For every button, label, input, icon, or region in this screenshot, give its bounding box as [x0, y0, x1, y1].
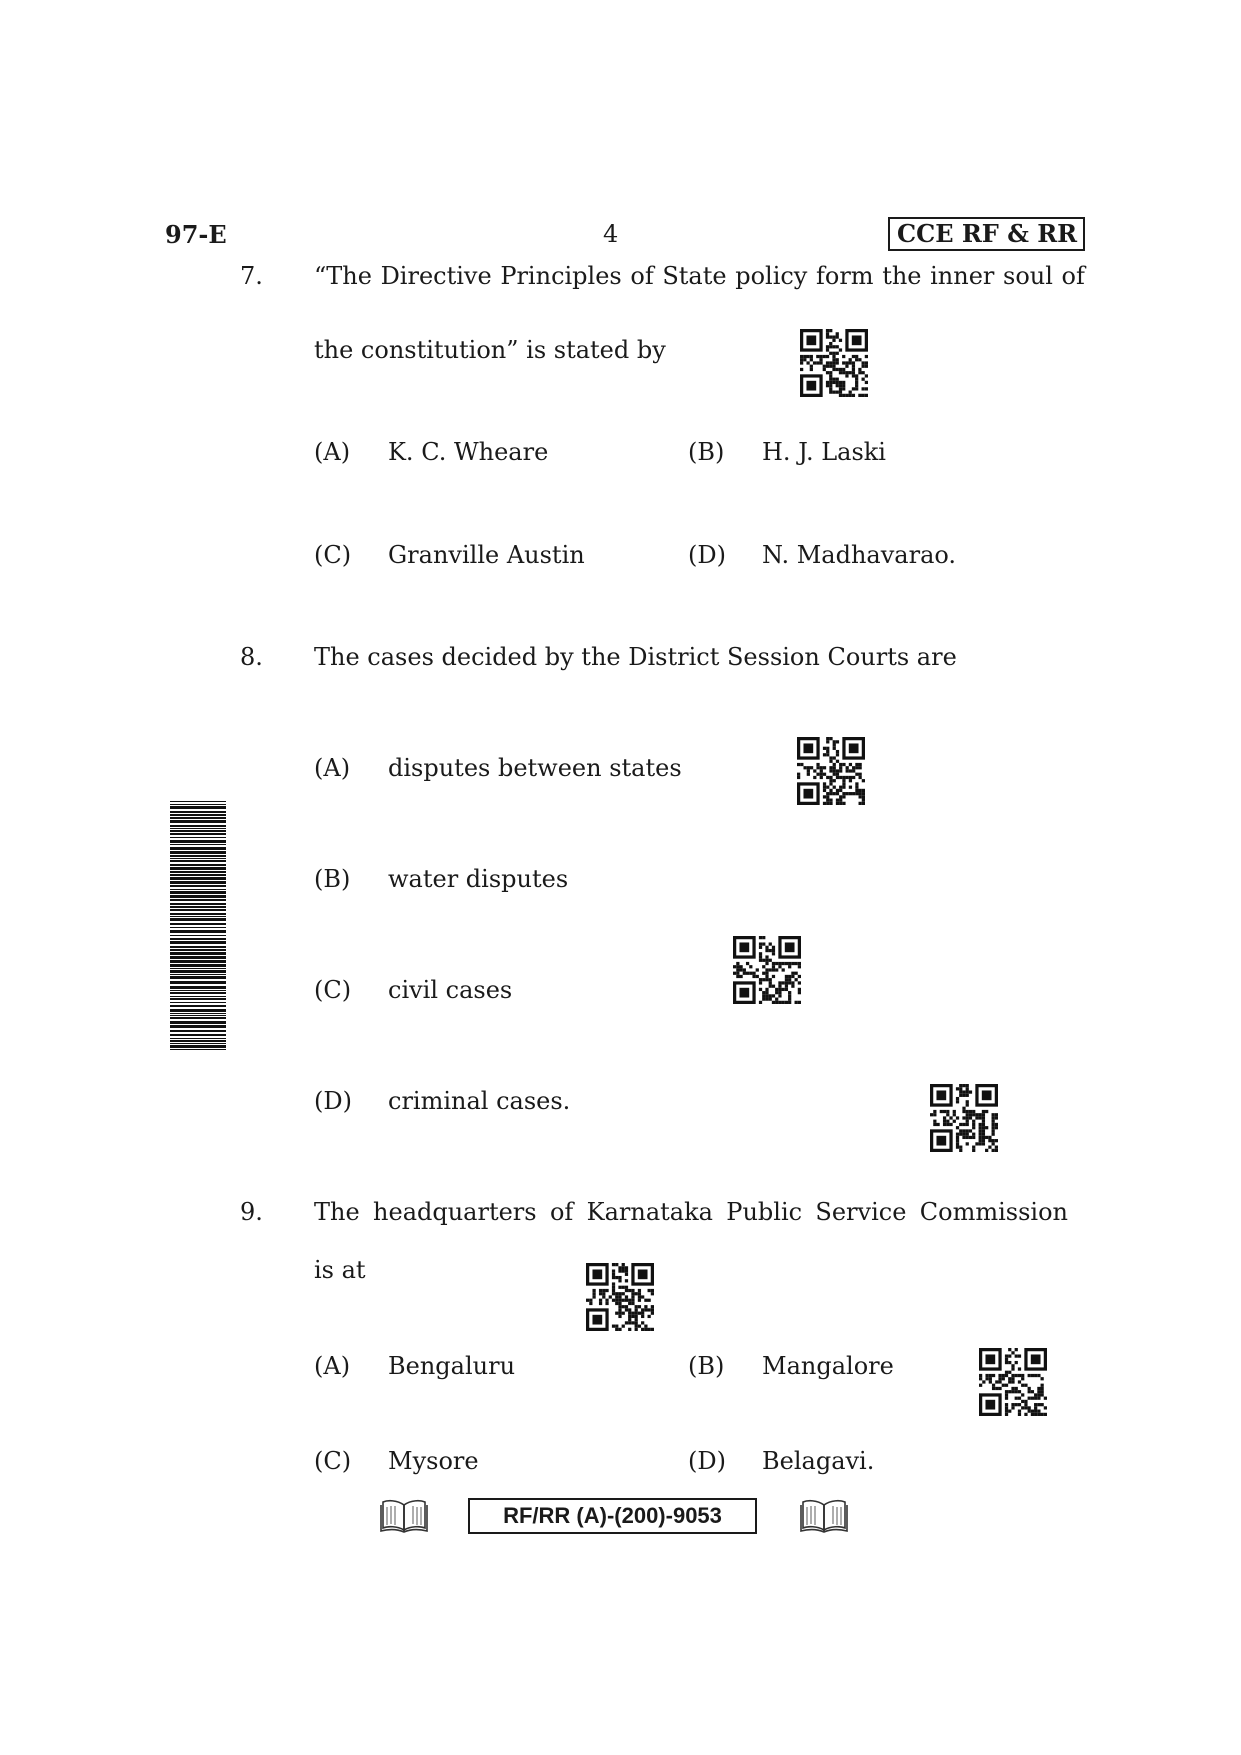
question-9-number: 9.: [240, 1198, 263, 1226]
qr-code-icon: [800, 329, 868, 397]
q9-option-c-text: Mysore: [388, 1447, 479, 1475]
series-badge: CCE RF & RR: [888, 217, 1085, 251]
paper-code: 97-E: [165, 220, 227, 249]
q9-option-b-label: (B): [688, 1352, 725, 1380]
question-8-number: 8.: [240, 643, 263, 671]
q9-option-d-label: (D): [688, 1447, 726, 1475]
qr-code-icon: [930, 1084, 998, 1152]
q8-option-a-label: (A): [314, 754, 351, 782]
q8-option-d-text: criminal cases.: [388, 1087, 571, 1115]
q8-option-b-label: (B): [314, 865, 351, 893]
qr-code-icon: [733, 936, 801, 1004]
q8-option-d-label: (D): [314, 1087, 352, 1115]
q8-option-c-label: (C): [314, 976, 352, 1004]
q9-option-d-text: Belagavi.: [762, 1447, 875, 1475]
q7-option-c-label: (C): [314, 541, 352, 569]
q9-option-b-text: Mangalore: [762, 1352, 894, 1380]
open-book-icon: [800, 1499, 848, 1533]
q7-option-b-label: (B): [688, 438, 725, 466]
q8-option-a-text: disputes between states: [388, 754, 682, 782]
q7-option-d-label: (D): [688, 541, 726, 569]
question-9-stem-line-2: is at: [314, 1256, 366, 1284]
q7-option-d-text: N. Madhavarao.: [762, 541, 957, 569]
footer-code: RF/RR (A)-(200)-9053: [468, 1498, 757, 1534]
question-7-stem-line-1: “The Directive Principles of State policy form the inner soul of: [314, 262, 1085, 290]
question-8-stem: The cases decided by the District Session Courts are: [314, 643, 957, 671]
q9-option-a-text: Bengaluru: [388, 1352, 516, 1380]
q7-option-c-text: Granville Austin: [388, 541, 585, 569]
barcode-icon: [170, 801, 226, 1050]
q7-option-a-text: K. C. Wheare: [388, 438, 549, 466]
question-9-stem-line-1: The headquarters of Karnataka Public Service Commission: [314, 1198, 1068, 1226]
page-number: 4: [603, 220, 619, 248]
qr-code-icon: [797, 737, 865, 805]
q8-option-c-text: civil cases: [388, 976, 513, 1004]
question-7-number: 7.: [240, 262, 263, 290]
q9-option-a-label: (A): [314, 1352, 351, 1380]
qr-code-icon: [979, 1348, 1047, 1416]
qr-code-icon: [586, 1263, 654, 1331]
open-book-icon: [380, 1499, 428, 1533]
q9-option-c-label: (C): [314, 1447, 352, 1475]
q7-option-a-label: (A): [314, 438, 351, 466]
q8-option-b-text: water disputes: [388, 865, 569, 893]
question-7-stem-line-2: the constitution” is stated by: [314, 336, 666, 364]
q7-option-b-text: H. J. Laski: [762, 438, 886, 466]
